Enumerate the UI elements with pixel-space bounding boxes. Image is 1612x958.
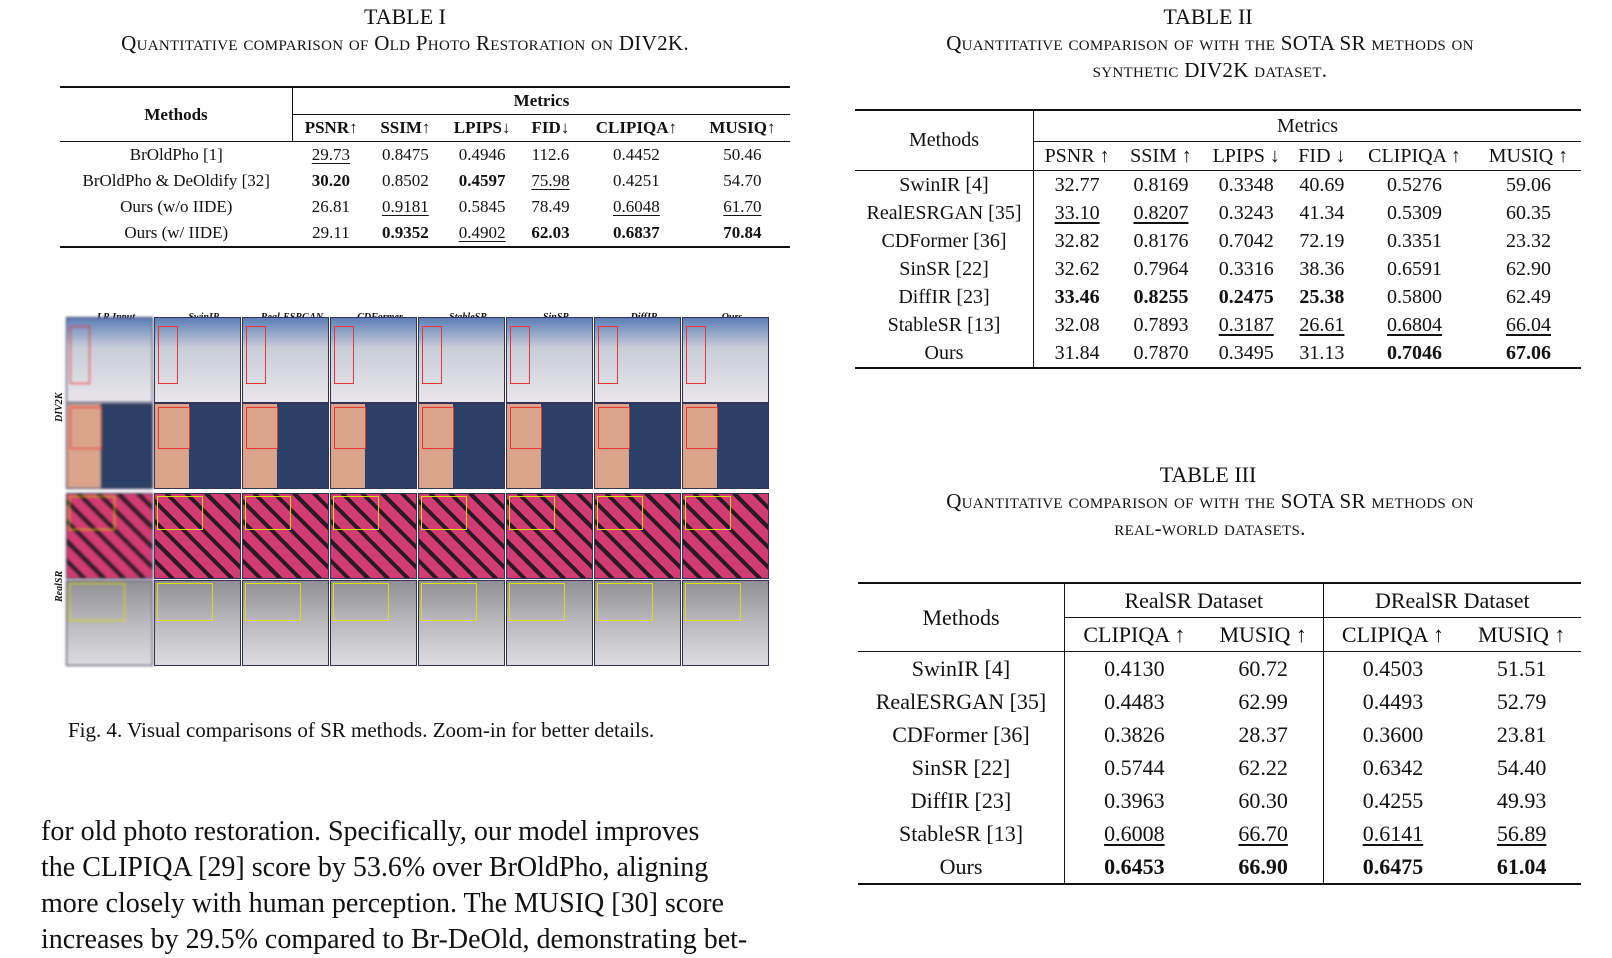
cell: 62.49 — [1505, 285, 1551, 308]
cell: 23.81 — [1496, 721, 1547, 747]
fig-image-cell — [242, 317, 329, 403]
t2-col-header: PSNR ↑ — [1034, 142, 1121, 171]
cell: 0.3187 — [1218, 313, 1274, 336]
table3-caption-line2: real-world datasets. — [1114, 516, 1306, 540]
table-row — [858, 850, 1581, 884]
cell: 62.22 — [1238, 754, 1288, 780]
cell: 31.13 — [1299, 341, 1345, 364]
cell: 0.4946 — [441, 142, 523, 169]
cell: 59.06 — [1476, 171, 1581, 200]
fig-image-cell — [154, 317, 241, 403]
cell: 32.08 — [1034, 311, 1121, 339]
cell: 0.6008 — [1065, 817, 1204, 850]
table3-label: TABLE III — [1159, 462, 1257, 487]
fig-image-cell — [66, 493, 153, 579]
cell: 0.3348 — [1202, 171, 1291, 200]
zoom-box — [246, 407, 278, 449]
t3-col-header: CLIPIQA ↑ — [1323, 618, 1462, 652]
paragraph-line: increases by 29.5% compared to Br-DeOld, demonstrating bet- — [41, 924, 748, 955]
table-row — [858, 718, 1581, 751]
zoom-box — [158, 326, 178, 384]
cell: 0.5845 — [458, 197, 506, 216]
cell: 0.6804 — [1387, 313, 1443, 336]
zoom-box — [686, 326, 706, 384]
cell: 54.70 — [723, 171, 762, 190]
cell: 62.99 — [1238, 688, 1288, 714]
cell: 32.82 — [1034, 227, 1121, 255]
fig-image-cell — [418, 403, 505, 489]
zoom-box — [597, 496, 643, 530]
table-row — [855, 227, 1581, 255]
cell: 29.73 — [293, 142, 370, 169]
cell: 0.4255 — [1323, 784, 1462, 817]
zoom-box — [157, 583, 213, 621]
zoom-box — [158, 407, 190, 449]
table1-label: TABLE I — [364, 4, 446, 29]
t1-col-header: CLIPIQA↑ — [595, 118, 677, 137]
cell: 0.7964 — [1133, 257, 1189, 280]
row-method: StableSR [13] — [898, 820, 1024, 846]
fig-image-cell — [594, 493, 681, 579]
cell: 62.03 — [531, 223, 570, 242]
cell: 60.72 — [1204, 652, 1323, 686]
cell: 0.7870 — [1133, 341, 1189, 364]
cell: 0.4251 — [613, 171, 660, 190]
cell: 75.98 — [531, 171, 570, 190]
t3-group1-header: RealSR Dataset — [1065, 583, 1324, 618]
fig-image-cell — [66, 580, 153, 666]
row-method: DiffIR [23] — [898, 285, 990, 308]
row-method: SwinIR [4] — [858, 652, 1065, 686]
fig-image-cell — [506, 317, 593, 403]
t2-methods-header: Methods — [909, 129, 979, 151]
cell: 31.84 — [1034, 339, 1121, 368]
cell: 0.8176 — [1133, 229, 1189, 252]
zoom-box — [69, 496, 115, 530]
table-row — [855, 255, 1581, 283]
table-row — [858, 685, 1581, 718]
fig-image-cell — [330, 403, 417, 489]
cell: 0.3351 — [1387, 229, 1443, 252]
fig-image-cell — [154, 493, 241, 579]
t2-col-header: SSIM ↑ — [1130, 144, 1192, 167]
paragraph-line: for old photo restoration. Specifically, our model improves — [41, 816, 700, 847]
zoom-box — [509, 496, 555, 530]
row-method: Ours (w/o IIDE) — [120, 197, 233, 216]
table2-label: TABLE II — [1163, 4, 1253, 29]
cell: 0.4597 — [458, 171, 506, 190]
zoom-box — [510, 326, 530, 384]
table2 — [855, 109, 1581, 369]
cell: 0.8207 — [1133, 201, 1189, 224]
cell: 61.04 — [1496, 853, 1547, 879]
cell: 40.69 — [1291, 171, 1353, 200]
cell: 0.6837 — [613, 223, 660, 242]
t1-col-header: SSIM↑ — [380, 118, 431, 137]
zoom-box — [685, 496, 731, 530]
zoom-box — [598, 407, 630, 449]
zoom-box — [509, 583, 565, 621]
fig-image-cell — [506, 580, 593, 666]
cell: 49.93 — [1496, 787, 1547, 813]
figure-caption: Fig. 4. Visual comparisons of SR methods. Zoom-in for better details. — [68, 718, 655, 742]
zoom-box — [421, 583, 477, 621]
fig-image-cell — [594, 580, 681, 666]
cell: 56.89 — [1496, 820, 1547, 846]
t2-group-header: Metrics — [1034, 110, 1582, 142]
table-row — [855, 311, 1581, 339]
row-method: RealESRGAN [35] — [875, 688, 1047, 714]
cell: 72.19 — [1299, 229, 1345, 252]
fig-image-cell — [330, 580, 417, 666]
paragraph-line: more closely with human perception. The MUSIQ [30] score — [41, 888, 724, 919]
zoom-box — [157, 496, 203, 530]
t1-group-header: Metrics — [293, 87, 791, 115]
cell: 0.8502 — [381, 171, 429, 190]
paragraph-line: the CLIPIQA [29] score by 53.6% over BrOldPho, aligning — [41, 852, 709, 883]
row-method: CDFormer [36] — [892, 721, 1030, 747]
table-row — [60, 142, 790, 169]
fig-image-cell — [682, 493, 769, 579]
row-method: BrOldPho [1] — [60, 142, 293, 169]
t1-col-header: LPIPS↓ — [453, 118, 511, 137]
table2-caption-line2: synthetic DIV2K dataset. — [1092, 58, 1328, 82]
cell: 67.06 — [1505, 341, 1551, 364]
cell: 26.81 — [311, 197, 351, 216]
zoom-box — [422, 407, 454, 449]
cell: 0.8475 — [369, 142, 441, 169]
row-method: Ours — [939, 853, 983, 879]
fig-image-cell — [154, 403, 241, 489]
table-row — [60, 220, 790, 247]
cell: 30.20 — [311, 171, 351, 190]
row-method: CDFormer [36] — [881, 229, 1007, 252]
cell: 66.04 — [1505, 313, 1551, 336]
fig-image-cell — [154, 580, 241, 666]
cell: 0.7046 — [1387, 341, 1443, 364]
cell: 0.3316 — [1218, 257, 1274, 280]
cell: 0.7042 — [1218, 229, 1274, 252]
zoom-box — [246, 326, 266, 384]
fig-image-cell — [242, 580, 329, 666]
fig-image-cell — [506, 403, 593, 489]
zoom-box — [421, 496, 467, 530]
table-row — [855, 283, 1581, 311]
cell: 38.36 — [1299, 257, 1345, 280]
table-row — [855, 199, 1581, 227]
zoom-box — [70, 326, 90, 384]
cell: 0.4452 — [578, 142, 695, 169]
fig-image-cell — [330, 317, 417, 403]
row-method: RealESRGAN [35] — [866, 201, 1022, 224]
cell: 70.84 — [723, 223, 762, 242]
table2-caption-line1: Quantitative comparison of with the SOTA SR methods on — [946, 31, 1474, 55]
cell: 60.30 — [1238, 787, 1288, 813]
cell: 29.11 — [312, 223, 350, 242]
cell: 0.9352 — [381, 223, 429, 242]
table-row — [855, 339, 1581, 368]
fig-row-label: DIV2K — [54, 392, 65, 422]
table-row — [858, 784, 1581, 817]
fig-image-cell — [418, 317, 505, 403]
table-row — [858, 817, 1581, 850]
t2-col-header: FID ↓ — [1298, 144, 1346, 167]
row-method: Ours (w/ IIDE) — [124, 223, 229, 242]
cell: 0.4130 — [1065, 652, 1204, 686]
t3-col-header: CLIPIQA ↑ — [1065, 618, 1204, 652]
row-method: SinSR [22] — [911, 754, 1011, 780]
cell: 0.6342 — [1323, 751, 1462, 784]
zoom-box — [70, 407, 102, 449]
cell: 28.37 — [1238, 721, 1288, 747]
cell: 60.35 — [1505, 201, 1551, 224]
zoom-box — [686, 407, 718, 449]
row-method: Ours — [924, 341, 964, 364]
cell: 62.90 — [1505, 257, 1551, 280]
cell: 0.5744 — [1065, 751, 1204, 784]
cell: 0.4483 — [1065, 685, 1204, 718]
cell: 112.6 — [523, 142, 578, 169]
figure-sr-comparison — [50, 312, 790, 687]
t3-methods-header: Methods — [922, 604, 1000, 630]
cell: 33.46 — [1034, 283, 1121, 311]
table1 — [60, 86, 790, 248]
cell: 0.5800 — [1387, 285, 1443, 308]
table3 — [858, 582, 1581, 885]
cell: 54.40 — [1496, 754, 1547, 780]
cell: 0.6048 — [613, 197, 660, 216]
cell: 41.34 — [1299, 201, 1345, 224]
table-row — [855, 171, 1581, 200]
fig-image-cell — [66, 403, 153, 489]
zoom-box — [597, 583, 653, 621]
table-row — [60, 194, 790, 220]
cell: 0.8255 — [1133, 285, 1189, 308]
cell: 0.8169 — [1120, 171, 1202, 200]
fig-image-cell — [682, 317, 769, 403]
cell: 0.7893 — [1133, 313, 1189, 336]
zoom-box — [422, 326, 442, 384]
fig-image-cell — [330, 493, 417, 579]
fig-image-cell — [594, 403, 681, 489]
t3-group2-header: DRealSR Dataset — [1323, 583, 1581, 618]
row-method: SinSR [22] — [899, 257, 989, 280]
cell: 0.3243 — [1218, 201, 1274, 224]
table-row — [60, 168, 790, 194]
t2-col-header: MUSIQ ↑ — [1488, 144, 1569, 167]
row-method: SwinIR [4] — [855, 171, 1034, 200]
fig-image-cell — [242, 403, 329, 489]
cell: 0.4493 — [1323, 685, 1462, 718]
t1-methods-header: Methods — [144, 104, 208, 124]
row-method: BrOldPho & DeOldify [32] — [82, 171, 270, 190]
t1-col-header: FID↓ — [531, 118, 570, 137]
zoom-box — [69, 583, 125, 621]
fig-image-cell — [242, 493, 329, 579]
body-paragraph — [41, 814, 796, 958]
zoom-box — [510, 407, 542, 449]
cell: 32.77 — [1034, 171, 1121, 200]
row-method: StableSR [13] — [887, 313, 1001, 336]
cell: 0.3495 — [1218, 341, 1274, 364]
fig-image-cell — [594, 317, 681, 403]
t1-col-header: PSNR↑ — [293, 115, 370, 142]
row-method: DiffIR [23] — [910, 787, 1012, 813]
fig-image-cell — [682, 403, 769, 489]
cell: 25.38 — [1299, 285, 1345, 308]
cell: 0.4902 — [458, 223, 506, 242]
cell: 0.6591 — [1387, 257, 1443, 280]
fig-image-cell — [418, 580, 505, 666]
table-row — [858, 652, 1581, 686]
cell: 78.49 — [531, 197, 570, 216]
cell: 32.62 — [1034, 255, 1121, 283]
fig-image-cell — [682, 580, 769, 666]
cell: 0.4503 — [1323, 652, 1462, 686]
cell: 0.2475 — [1218, 285, 1274, 308]
cell: 0.6453 — [1065, 850, 1204, 884]
zoom-box — [685, 583, 741, 621]
cell: 0.3600 — [1323, 718, 1462, 751]
cell: 51.51 — [1462, 652, 1581, 686]
cell: 0.5276 — [1353, 171, 1476, 200]
cell: 26.61 — [1299, 313, 1345, 336]
cell: 50.46 — [695, 142, 790, 169]
t3-col-header: MUSIQ ↑ — [1477, 621, 1566, 647]
cell: 66.90 — [1238, 853, 1288, 879]
t3-col-header: MUSIQ ↑ — [1219, 621, 1307, 647]
table3-caption-line1: Quantitative comparison of with the SOTA SR methods on — [946, 489, 1474, 513]
zoom-box — [334, 407, 366, 449]
cell: 33.10 — [1034, 199, 1121, 227]
zoom-box — [333, 496, 379, 530]
zoom-box — [245, 496, 291, 530]
cell: 0.6141 — [1323, 817, 1462, 850]
cell: 0.3826 — [1065, 718, 1204, 751]
fig-row-label: RealSR — [54, 570, 65, 602]
zoom-box — [598, 326, 618, 384]
zoom-box — [245, 583, 301, 621]
fig-image-cell — [66, 317, 153, 403]
cell: 66.70 — [1238, 820, 1288, 846]
zoom-box — [333, 583, 389, 621]
cell: 0.3963 — [1065, 784, 1204, 817]
cell: 0.6475 — [1323, 850, 1462, 884]
cell: 23.32 — [1505, 229, 1551, 252]
fig-image-cell — [418, 493, 505, 579]
fig-image-cell — [506, 493, 593, 579]
zoom-box — [334, 326, 354, 384]
t2-col-header: LPIPS ↓ — [1212, 144, 1280, 167]
t2-col-header: CLIPIQA ↑ — [1368, 144, 1461, 167]
t1-col-header: MUSIQ↑ — [709, 118, 776, 137]
table-row — [858, 751, 1581, 784]
cell: 52.79 — [1496, 688, 1547, 714]
cell: 61.70 — [723, 197, 762, 216]
table1-caption: Quantitative comparison of Old Photo Restoration on DIV2K. — [121, 31, 689, 55]
cell: 0.9181 — [381, 197, 429, 216]
cell: 0.5309 — [1387, 201, 1443, 224]
